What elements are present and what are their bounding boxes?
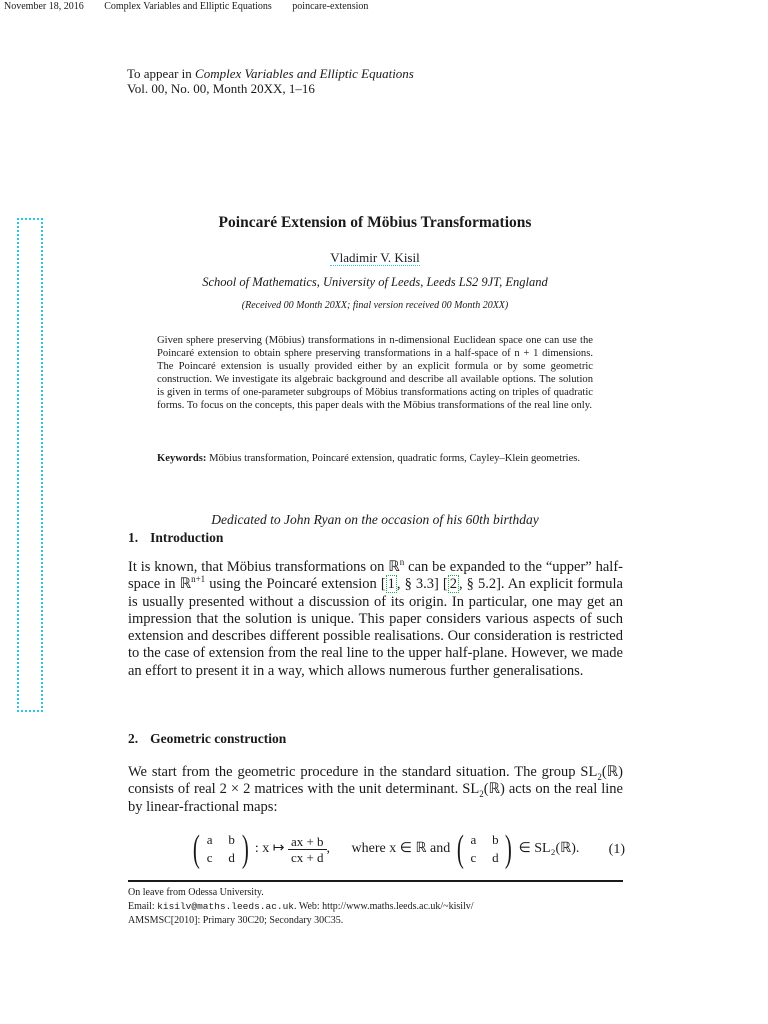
section-title: Introduction bbox=[150, 530, 224, 545]
abstract: Given sphere preserving (Möbius) transformations in n-dimensional Euclidean space one can use the Poincaré extension to obtain sphere preserving transformations in a half-space of n + 1 dimensions. The Poincaré extension is usually provided either by an explicit formula or by some geometric construction. We investigate its algebraic background and describe all available options. The solution is given in terms of one-parameter subgroups of Möbius transformations acting on triples of quadratic forms. To focus on the concepts, this paper deals with the Möbius transformations of the real line only. bbox=[157, 335, 593, 411]
paper-title: Poincaré Extension of Möbius Transformations bbox=[218, 214, 532, 231]
maps-to: : x ↦ bbox=[254, 841, 285, 857]
matrix-entry: b bbox=[492, 832, 499, 847]
keywords-label: Keywords: bbox=[157, 453, 207, 464]
section-number: 2. bbox=[128, 731, 139, 746]
section-heading-introduction bbox=[128, 530, 223, 546]
section-heading-geometric bbox=[128, 731, 286, 747]
numerator: ax + b bbox=[288, 834, 327, 850]
running-head-journal: Complex Variables and Elliptic Equations bbox=[104, 1, 272, 12]
running-head bbox=[4, 1, 386, 12]
text-run: It is known, that Möbius transformations on ℝ bbox=[128, 559, 400, 575]
running-head-label: poincare-extension bbox=[292, 1, 369, 12]
journal-notice bbox=[127, 66, 414, 96]
matrix-entry: d bbox=[492, 850, 499, 865]
footnote-rule bbox=[128, 880, 623, 882]
appear-journal: Complex Variables and Elliptic Equations bbox=[195, 66, 414, 81]
keywords bbox=[157, 452, 593, 465]
footnotes bbox=[128, 886, 474, 928]
text-run: , § 5.2]. An explicit formula is usually presented without a discussion of its origin. In particular, one may get an impression that the solution is unique. This paper considers various aspects of such extension and describes different possible realisations. Our consideration is restricted to the case of extension from the real line to the upper half-plane. However, we made an effort to present it in a way, which allows numerous further generalisations. bbox=[128, 576, 623, 679]
matrix-entry: b bbox=[228, 832, 235, 847]
citation-link-2[interactable]: 2 bbox=[449, 576, 457, 593]
subscript: 2 bbox=[479, 789, 484, 800]
text-run: (ℝ) acts on the real line by linear-fractional maps: bbox=[128, 781, 623, 815]
dedication: Dedicated to John Ryan on the occasion of his 60th birthday bbox=[211, 512, 539, 527]
matrix-entry: a bbox=[470, 832, 477, 847]
superscript: n bbox=[399, 557, 405, 568]
matrix-entry: d bbox=[228, 850, 235, 865]
matrix-entry: c bbox=[470, 850, 477, 865]
email-link[interactable]: kisilv@maths.leeds.ac.uk bbox=[157, 901, 294, 912]
denominator: cx + d bbox=[290, 849, 324, 865]
matrix bbox=[203, 832, 239, 866]
group-membership: ∈ SL₂(ℝ). bbox=[518, 841, 580, 857]
author-link[interactable]: Vladimir V. Kisil bbox=[330, 250, 420, 265]
email-label: Email: bbox=[128, 901, 158, 912]
appear-prefix: To appear in bbox=[127, 66, 196, 81]
matrix bbox=[466, 832, 502, 866]
text-run: (ℝ) consists of real 2 × 2 matrices with the unit determinant. SL bbox=[128, 764, 623, 798]
paren-right: ) bbox=[241, 828, 249, 870]
author[interactable] bbox=[0, 250, 750, 266]
matrix-entry: c bbox=[206, 850, 213, 865]
geometric-paragraph bbox=[128, 764, 623, 816]
matrix-entry: a bbox=[206, 832, 213, 847]
text-run: , § 3.3] [ bbox=[396, 576, 448, 593]
comma: , bbox=[326, 841, 331, 857]
fraction bbox=[288, 834, 327, 865]
arxiv-stamp-frame bbox=[17, 218, 43, 712]
introduction-paragraph bbox=[128, 559, 623, 680]
equation-1 bbox=[190, 830, 625, 870]
footnote-msc: AMSMSC[2010]: Primary 30C20; Secondary 30C35. bbox=[128, 915, 344, 926]
subscript: 2 bbox=[597, 771, 602, 782]
superscript: n+1 bbox=[191, 574, 206, 585]
text-run: We start from the geometric procedure in the standard situation. The group SL bbox=[128, 764, 598, 780]
equation-number: (1) bbox=[608, 842, 625, 857]
text-run: using the Poincaré extension [ bbox=[205, 576, 386, 593]
footnote-leave: On leave from Odessa University. bbox=[128, 887, 264, 898]
web-text: . Web: http://www.maths.leeds.ac.uk/~kisilv/ bbox=[294, 901, 474, 912]
volume-line: Vol. 00, No. 00, Month 20XX, 1–16 bbox=[127, 81, 315, 96]
section-number: 1. bbox=[128, 530, 139, 545]
paren-left: ( bbox=[456, 828, 464, 870]
paren-right: ) bbox=[505, 828, 513, 870]
where-clause: where x ∈ ℝ and bbox=[351, 841, 451, 857]
received-text: (Received 00 Month 20XX; final version received 00 Month 20XX) bbox=[241, 300, 509, 311]
section-title: Geometric construction bbox=[150, 731, 287, 746]
received-dates bbox=[0, 300, 750, 311]
running-head-date: November 18, 2016 bbox=[4, 1, 84, 12]
paren-left: ( bbox=[192, 828, 200, 870]
footnote-contact bbox=[128, 900, 474, 914]
affiliation: School of Mathematics, University of Leeds, Leeds LS2 9JT, England bbox=[202, 275, 548, 289]
citation-link-1[interactable]: 1 bbox=[387, 576, 395, 593]
keywords-text: Möbius transformation, Poincaré extension, quadratic forms, Cayley–Klein geometries. bbox=[209, 453, 581, 464]
text-run: can be expanded to the “upper” half-space in ℝ bbox=[128, 559, 623, 593]
